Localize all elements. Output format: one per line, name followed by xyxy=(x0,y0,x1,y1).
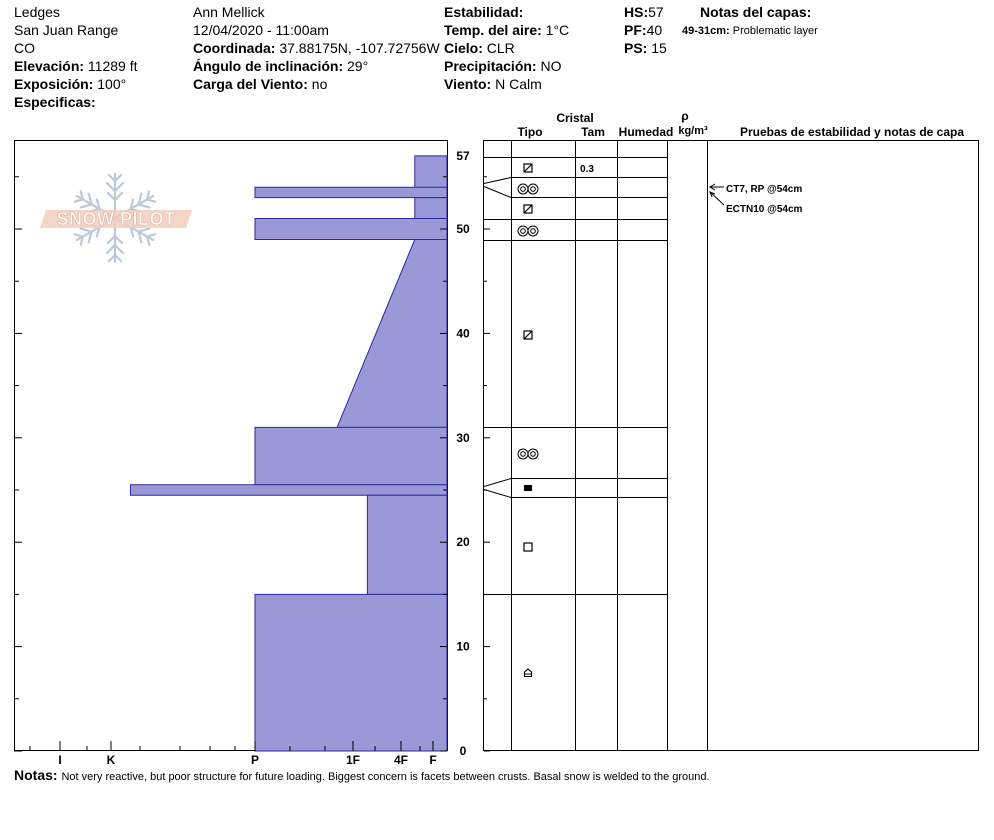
test-arrow-line xyxy=(710,192,724,205)
depth-tick-label: 10 xyxy=(456,639,470,654)
grain-inner-circle xyxy=(531,452,536,457)
sky-value: CLR xyxy=(486,40,515,56)
melt-freeze-grain-icon xyxy=(518,226,538,236)
rounded-faceted-grain-icon xyxy=(524,543,532,551)
grain-solid-block xyxy=(524,485,532,491)
hardness-tick-label: 1F xyxy=(345,753,361,767)
depth-tick-label: 40 xyxy=(456,326,470,341)
grain-diagonal xyxy=(524,205,532,213)
grain-square xyxy=(524,543,532,551)
density-unit: kg/m³ xyxy=(678,125,708,137)
depth-tick-label: 20 xyxy=(456,535,470,550)
notes-label: Notas: xyxy=(14,767,58,783)
layer-connector-line xyxy=(484,178,511,184)
depth-tick-label: 50 xyxy=(456,222,470,236)
layer-table-frame xyxy=(484,141,979,751)
hardness-layer-bar xyxy=(337,239,447,427)
snow-height-label: HS: xyxy=(624,4,649,20)
wind-loading-label: Carga del Viento: xyxy=(193,76,308,92)
depth-tick-label: 0 xyxy=(459,744,467,758)
hardness-tick-label: F xyxy=(429,753,437,767)
grain-inner-circle xyxy=(521,187,526,192)
precipitation-value: NO xyxy=(540,58,562,74)
layer-connector-line xyxy=(484,490,511,498)
stability-test-label: ECTN10 @54cm xyxy=(726,204,803,215)
hardness-tick-label: I xyxy=(58,753,62,767)
precipitation-label: Precipitación: xyxy=(444,58,537,74)
slope-angle-label: Ángulo de inclinación: xyxy=(193,58,344,74)
air-temperature-label: Temp. del aire: xyxy=(444,22,542,38)
penetration-ski-value: 15 xyxy=(651,40,667,56)
notes-text: Not very reactive, but poor structure for future loading. Biggest concern is facets between crusts. Basal snow is welded to the ground. xyxy=(61,771,710,783)
faceted-grain-icon xyxy=(524,205,532,213)
hardness-tick-label: K xyxy=(106,753,116,767)
observer-name: Ann Mellick xyxy=(193,4,265,20)
penetration-ski-label: PS: xyxy=(624,40,648,56)
depth-tick-label: 57 xyxy=(456,148,470,163)
state: CO xyxy=(14,40,35,56)
grain-outer-circle xyxy=(518,184,528,194)
hardness-tick-label: P xyxy=(250,753,260,767)
type-header: Tipo xyxy=(517,125,543,139)
layer-connector-line xyxy=(484,187,511,198)
grain-inner-circle xyxy=(531,229,536,234)
grain-inner-circle xyxy=(521,452,526,457)
layer-connector-line xyxy=(484,479,511,487)
penetration-foot-value: 40 xyxy=(646,22,663,38)
snow-height-value: 57 xyxy=(648,4,664,20)
hardness-layer-bar xyxy=(255,219,447,240)
elevation-value: 11289 ft xyxy=(87,58,138,74)
depth-hoar-grain-icon xyxy=(525,669,532,677)
mountain-range: San Juan Range xyxy=(14,22,119,38)
hardness-layer-bar xyxy=(255,594,447,751)
specifics-label: Especificas: xyxy=(14,94,96,110)
grain-diagonal xyxy=(524,331,532,339)
crystal-header: Cristal xyxy=(556,111,594,125)
location-name: Ledges xyxy=(14,4,60,20)
test-results xyxy=(710,184,803,215)
notes xyxy=(14,766,710,784)
stability-label: Estabilidad: xyxy=(444,4,524,20)
hardness-layer-bar xyxy=(415,198,447,219)
hardness-layer-bar xyxy=(131,485,448,495)
aspect-value: 100° xyxy=(97,76,127,92)
moisture-header: Humedad xyxy=(618,125,674,139)
elevation-label: Elevación: xyxy=(14,58,85,74)
faceted-grain-icon xyxy=(524,331,532,339)
slope-angle-value: 29° xyxy=(347,58,369,74)
layer-note-range: 49-31cm: xyxy=(682,25,730,37)
grain-outer-circle xyxy=(528,184,538,194)
hardness-layer-bar xyxy=(367,495,447,594)
melt-freeze-grain-icon xyxy=(518,449,538,459)
grain-outline xyxy=(525,669,532,677)
hardness-profile xyxy=(131,156,448,751)
wind-label: Viento: xyxy=(444,76,492,92)
faceted-grain-icon xyxy=(524,164,532,172)
hardness-layer-bar xyxy=(255,427,447,484)
coordinates-value: 37.88175N, -107.72756W xyxy=(279,40,440,56)
melt-freeze-grain-icon xyxy=(518,184,538,194)
grain-outer-circle xyxy=(528,226,538,236)
coordinates-label: Coordinada: xyxy=(193,40,276,56)
hardness-tick-label: 4F xyxy=(393,753,409,767)
wind-loading-value: no xyxy=(311,76,328,92)
grain-outer-circle xyxy=(528,449,538,459)
grain-inner-circle xyxy=(531,187,536,192)
grain-inner-circle xyxy=(521,229,526,234)
snowpilot-logo xyxy=(40,174,192,262)
grain-outer-circle xyxy=(518,226,528,236)
hardness-layer-bar xyxy=(255,187,447,197)
aspect-label: Exposición: xyxy=(14,76,94,92)
layer-notes-title: Notas del capas: xyxy=(700,4,812,20)
density-symbol: ρ xyxy=(681,109,689,123)
size-header: Tam xyxy=(581,125,605,139)
grain-diagonal xyxy=(524,164,532,172)
observation-datetime: 12/04/2020 - 11:00am xyxy=(193,22,329,38)
sky-label: Cielo: xyxy=(444,40,483,56)
stability-test-label: CT7, RP @54cm xyxy=(726,184,803,195)
crystal-size-value: 0.3 xyxy=(580,164,594,175)
penetration-foot-label: PF: xyxy=(624,22,647,38)
depth-tick-label: 30 xyxy=(456,430,470,445)
logo-text: SNOW PILOT xyxy=(56,209,176,229)
wind-value: N Calm xyxy=(495,76,542,92)
ice-grain-icon xyxy=(524,485,532,491)
grain-outer-circle xyxy=(518,449,528,459)
layer-note-text: Problematic layer xyxy=(732,25,818,37)
tests-header: Pruebas de estabilidad y notas de capa xyxy=(739,125,965,139)
air-temperature-value: 1°C xyxy=(545,22,570,38)
